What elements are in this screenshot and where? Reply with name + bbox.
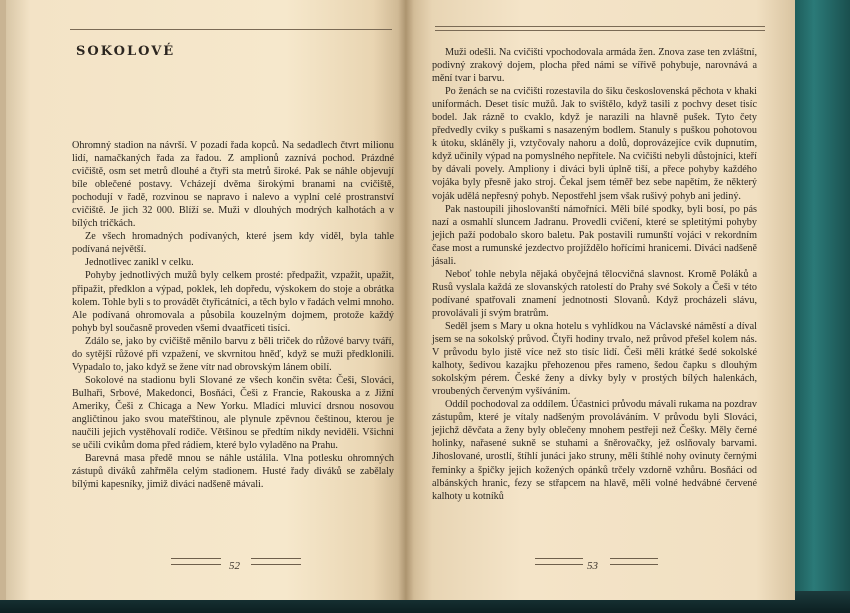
chapter-title: SOKOLOVÉ	[76, 44, 176, 59]
paragraph: Oddíl pochodoval za oddílem. Účastnici průvodu mávali rukama na pozdrav zástupům, které je vítaly nadšeným provoláváním. V průvodu byli Slováci, jejichž děvčata a ženy byly oblečeny mnohem pestřeji než Češky. Měly černé holinky, nařasené sukně se stuhami a šněrovačky, jež oslňovaly barvami. Jihoslované, urostlí, štíhlí junáci jako struny, měli štíhlé nohy ovinuty černými řeminky a špičky jejich kožených opánků trčely vzdorně vzhůru. Bosňáci od albánských hranic, fezy se střapcem na hlavě, měli volné hedvábné červené kalhoty u kotníků	[432, 399, 757, 502]
right-page	[405, 0, 795, 600]
footer-ornament-left	[171, 558, 221, 565]
footer-ornament-left	[535, 558, 583, 565]
paragraph: Neboť tohle nebyla nějaká obyčejná tělocvičná slavnost. Kromě Poláků a Rusů vyslala každá ze slovanských ratolestí do Prahy své Sokoly a Češi v této podívané spatřovali znamení jednotnosti Slovanů. Když procházeli slávu, provolávali jí svým bratrům.	[432, 268, 757, 319]
book-cover-edge	[790, 0, 850, 613]
left-page	[0, 0, 405, 600]
footer-ornament-right	[251, 558, 301, 565]
left-body-text	[72, 139, 394, 491]
paragraph: Seděl jsem s Mary u okna hotelu s vyhlídkou na Václavské náměstí a díval jsem se na sokolský průvod. Čtyři hodiny trvalo, než průvod přešel kolem nás. V průvodu bylo jistě více než sto tisíc lidí. Češi měli krátké šedé sokolské kalhoty, šedivou kazajku přehozenou přes rameno, šedou čapku s dlouhým sokolským pérem. České ženy a dívky byly v prostých bílých halenkách, vroubených červeným vyšíváním.	[432, 320, 757, 398]
paragraph: Pak nastoupili jihoslovanští námořníci. Měli bílé spodky, byli bosí, po pás nazí a osmahlí sluncem Jadranu. Provedli cvičení, které se spletitými pohyby jejich paží podobalo skoro baletu. Pak postavili rumunští vojáci v rekordním čase most a rumunské jezdectvo projíždělo hořícími hranicemi. Diváci nadšeně jásali.	[432, 203, 757, 267]
paragraph: Barevná masa předě mnou se náhle ustálila. Vlna potlesku ohromných zástupů diváků zahřměla celým stadionem. Husté řady diváků se zabělaly bílými kapesníky, jimiž diváci nadšeně mávali.	[72, 453, 394, 491]
paragraph: Sokolové na stadionu byli Slované ze všech končin světa: Češi, Slováci, Bulhaři, Srbové, Makedonci, Bosňáci, Češi z Francie, Rakouska a z Jižní Ameriky, Češi z Chicaga a New Yorku. Mladíci mluvicí drsnou nosovou angličtinou jako svou mateřštinou, ale plynule zpěvnou češtinou, kterou je naučili jejich vystěhovalí rodiče. Většinou se předtím nikdy neviděli. Všichni se učili cvikům doma před rádiem, které bylo vyladěno na Prahu.	[72, 374, 394, 452]
right-body-text	[432, 46, 757, 503]
page-number: 53	[587, 560, 598, 572]
header-rule	[435, 26, 765, 31]
paragraph: Po ženách se na cvičišti rozestavila do šiku československá pěchota v khaki uniformách. Deset tisíc mužů. Jak to svištělo, když tasili z pochvy deset tisíc bodel. Jak rázně to cvaklo, když je narazili na hlavně pušek. Tyto čety předvedly cviky s puškami s nasazeným bodlem. Stanuly s puškou pohotovou k útoku, skláněly ji, vztyčovaly nahoru a dolů, doprovázejíce cvik dupnutím, když učinily výpad na pomyslného nepřítele. Na cvičišti nebyli důstojníci, kteří by dávali povely. Ampliony i diváci byli úplně tiší, a přece pohyby každého vojáka byly přesně jako stroj. Čekal jsem téměř bez sebe napětím, že některý voják udělá nepřesný pohyb. Nepostřehl jsem však rušivý pohyb ani jediný.	[432, 86, 757, 202]
book-gutter	[398, 0, 414, 600]
paragraph: Zdálo se, jako by cvičiště měnilo barvu z běli triček do růžové barvy tváří, do sytější růžové při vzpažení, ve skvrnitou hněď, když se muži předklonili. Vypadalo to, jako když se žene vítr nad obrovským lánem obilí.	[72, 335, 394, 373]
paragraph: Muži odešli. Na cvičišti vpochodovala armáda žen. Znova zase ten zvláštní, podivný zrakový dojem, plocha před námi se vířivě pohybuje, narovnává a mění tvar i barvu.	[432, 47, 757, 85]
paragraph: Pohyby jednotlivých mužů byly celkem prosté: předpažit, vzpažit, upažit, připažit, předklon a výpad, poklek, leh dopředu, výskokem do stoje a obrátka kolem. Tohle byli s to provádět čtyřicátníci, a těch bylo v řadách velmi mnoho. Ale podívaná ohromovala a působila kouzelným dojmem, protože každý pohyb byl současně proveden všemi dvaatřiceti tisíci.	[72, 270, 394, 334]
footer-ornament-right	[610, 558, 658, 565]
header-rule	[70, 29, 392, 30]
paragraph: Ze všech hromadných podívaných, které jsem kdy viděl, byla tahle podívaná největší.	[72, 231, 394, 256]
page-number: 52	[229, 560, 240, 572]
paragraph: Ohromný stadion na návrší. V pozadí řada kopců. Na sedadlech čtvrt milionu lidí, namačkaných řada za řadou. Z amplionů zaznívá pochod. Prázdné cvičiště, osm set metrů dlouhé a čtyři sta metrů široké. Pak se náhle objevují bíle oblečené postavy. Vcházejí dvěma širokými branami na cvičiště, pochodují v řadě, rozvinou se napravo i nalevo a vyplní celé prostranství cvičiště. Je jich 32 000. Blíží se. Muži v dlouhých modrých kalhotách a v bílých tričkách.	[72, 140, 394, 230]
paragraph: Jednotlivec zanikl v celku.	[85, 257, 194, 269]
